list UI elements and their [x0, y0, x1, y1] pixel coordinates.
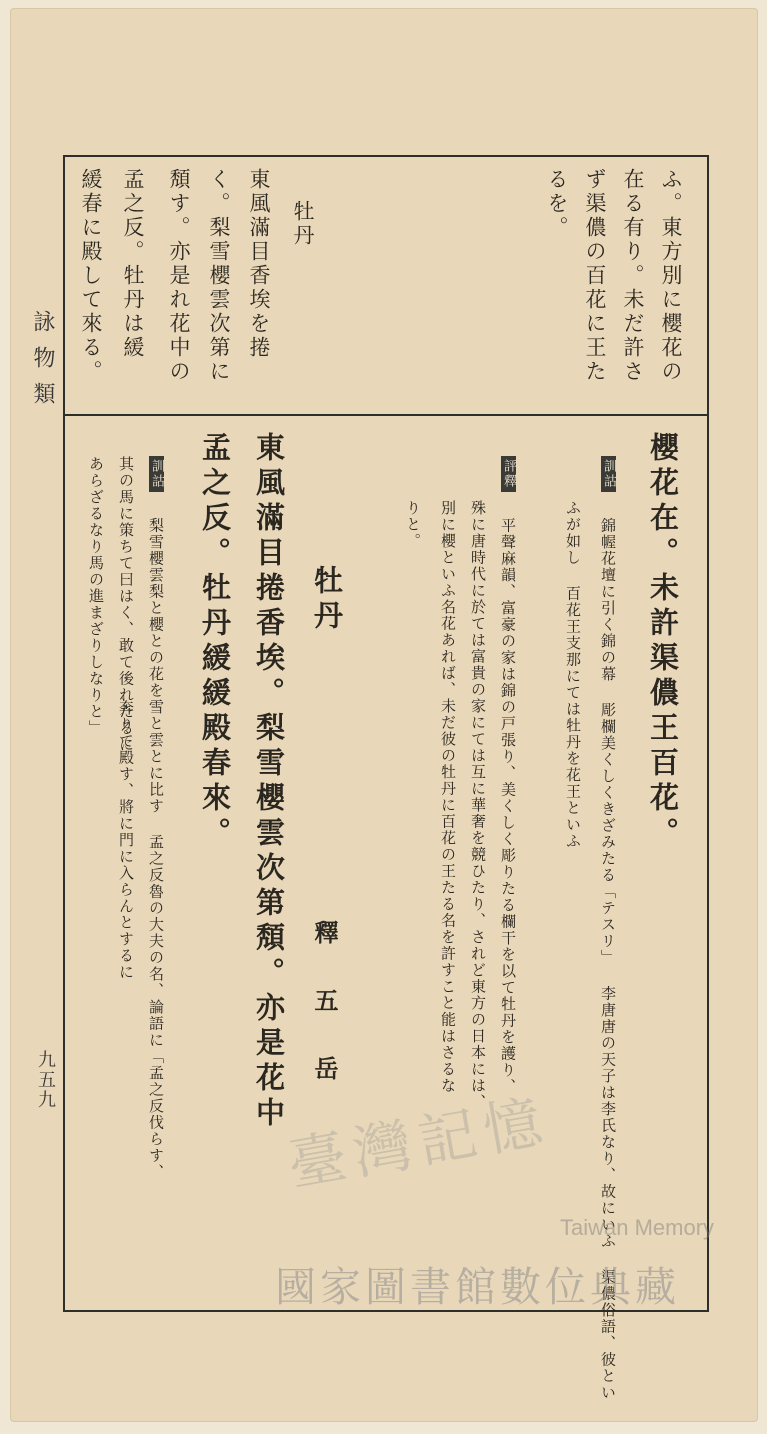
upper-text-col-7: く。梨雪櫻雲次第に	[207, 168, 231, 384]
poem-line-2: 東風滿目捲香埃。梨雪櫻雲次第頽。亦是花中	[252, 432, 286, 1132]
kyaku-text-4: りと。	[404, 500, 422, 550]
kunko-text-2d: あらざるなり馬の進まざりしなりと」	[87, 456, 105, 737]
kunko-tag-2: 訓詁	[149, 456, 164, 492]
taiwan-memory-stamp: 臺灣記憶	[282, 1086, 555, 1200]
kunko-text-2c: 其の馬に策ちて曰はく、敢て後れたるに	[117, 456, 135, 753]
upper-text-col-2: 在る有り。未だ許さ	[621, 168, 645, 384]
annotation-column-2	[500, 456, 516, 1095]
upper-text-col-10: 緩春に殿して來る。	[79, 168, 103, 384]
kunko-tag-1: 訓詁	[601, 456, 616, 492]
poem-author: 釋 五 岳	[310, 920, 339, 1090]
poem-title: 牡丹	[310, 565, 344, 635]
poem-line-1: 櫻花在。未許渠儂王百花。	[646, 432, 680, 852]
upper-text-col-8: 頽す。亦是れ花中の	[167, 168, 191, 384]
kyaku-text-2: 殊に唐時代に於ては富貴の家にては互に華奢を競ひたり、されど東方の日本には、	[469, 500, 487, 1111]
kunko-text-1b: ふが如し 百花王支那にては牡丹を花王といふ	[564, 500, 582, 850]
annotation-column-3	[148, 456, 164, 1181]
section-divider	[63, 414, 709, 416]
upper-text-col-4: るを。	[545, 168, 569, 240]
upper-heading: 牡丹	[291, 200, 315, 248]
kunko-text-2b: 奔りて殿す、將に門に入らんとするに	[117, 700, 135, 981]
upper-text-col-9: 孟之反。牡丹は緩	[121, 168, 145, 360]
kyaku-text-1: 平聲麻韻、富豪の家は錦の戸張り、美くしく彫りたる欄干を以て牡丹を護り、	[499, 517, 517, 1095]
kyaku-text-3: 別に櫻といふ名花あれば、未だ彼の牡丹に百花の王たる名を許すこと能はさるな	[439, 500, 457, 1094]
kyaku-tag: 評釋	[501, 456, 516, 492]
kunko-text-2a: 梨雪櫻雲梨と櫻との花を雪と雲とに比す 孟之反魯の大夫の名、論語に「孟之反伐らす、	[147, 517, 165, 1181]
upper-text-col-6: 東風滿目香埃を捲	[247, 168, 271, 360]
section-label: 詠物類	[30, 310, 55, 418]
kunko-text-1a: 錦幄花壇に引く錦の幕 彫欄美くしくきざみたる「テスリ」 李唐唐の天子は李氏なり、故にいふ 渠儂俗語、彼とい	[599, 517, 617, 1401]
upper-text-col-1: ふ。東方別に櫻花の	[659, 168, 683, 384]
library-watermark: 國家圖書館數位典藏	[275, 1264, 680, 1310]
upper-text-col-3: ず渠儂の百花に王た	[583, 168, 607, 384]
taiwan-memory-stamp-en: Taiwan Memory	[560, 1215, 715, 1240]
poem-line-3: 孟之反。牡丹緩緩殿春來。	[198, 432, 232, 852]
page-number: 九五九	[35, 1050, 56, 1110]
